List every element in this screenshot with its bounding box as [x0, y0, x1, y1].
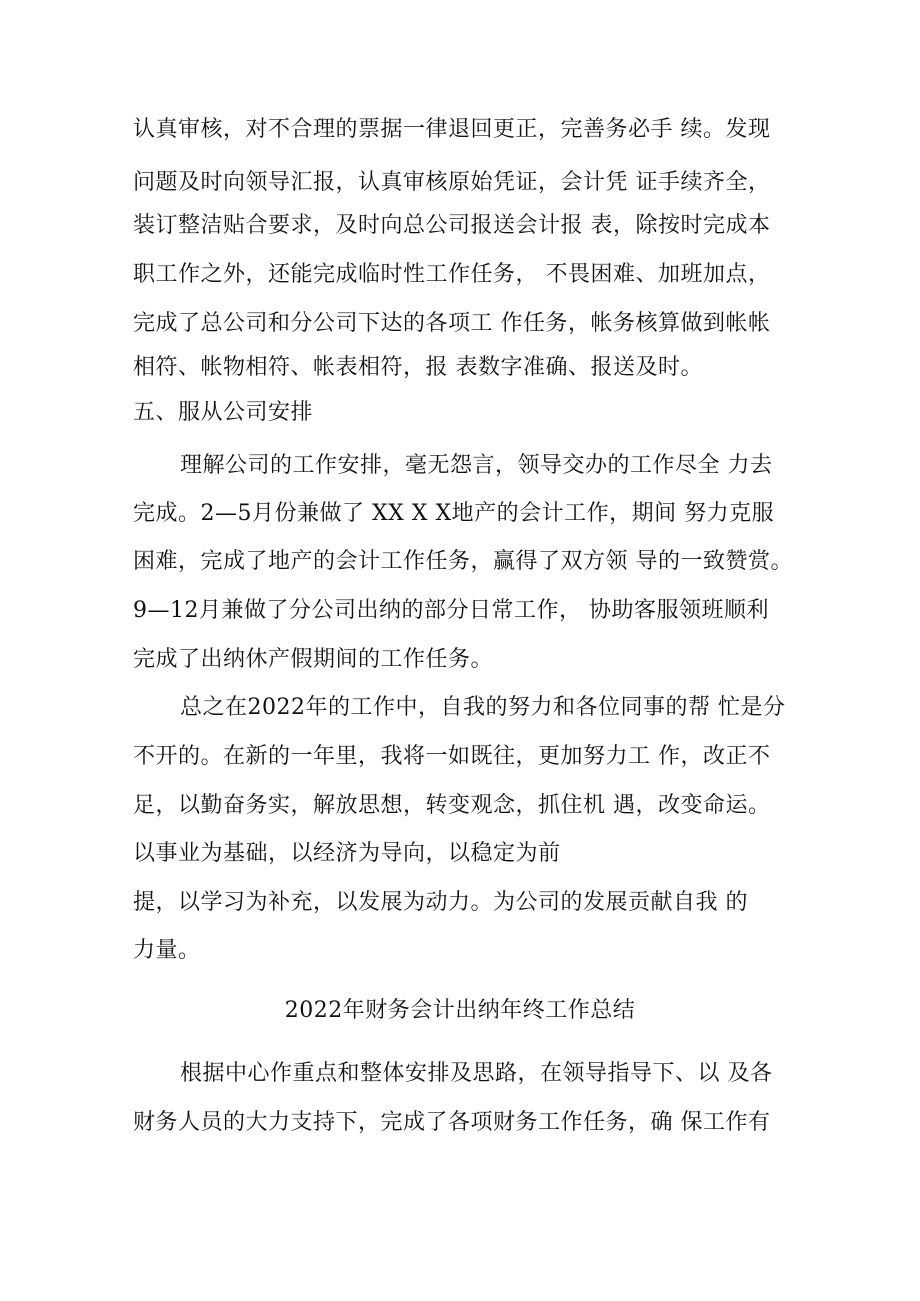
paragraph-line: 完成了总公司和分公司下达的各项工 作任务，帐务核算做到帐帐	[133, 311, 771, 336]
paragraph-line: 完成了出纳休产假期间的工作任务。	[133, 647, 494, 672]
paragraph-line: 根据中心作重点和整体安排及思路，在领导指导下、以 及各	[180, 1061, 773, 1086]
paragraph-line: 装订整洁贴合要求，及时向总公司报送会计报 表，除按时完成本	[133, 213, 771, 238]
paragraph-line: 财务人员的大力支持下，完成了各项财务工作任务，确 保工作有	[133, 1110, 771, 1135]
paragraph-line: 困难，完成了地产的会计工作任务，赢得了双方领 导的一致赞赏。	[133, 549, 793, 574]
paragraph-line: 问题及时向领导汇报，认真审核原始凭证，会计凭 证手续齐全，	[133, 170, 771, 195]
paragraph-line: 总之在2022年的工作中，自我的努力和各位同事的帮 忙是分	[180, 695, 786, 720]
paragraph-line: 以事业为基础，以经济为导向，以稳定为前	[133, 841, 561, 866]
paragraph-line: 提，以学习为补充，以发展为动力。为公司的发展贡献自我 的	[133, 890, 748, 915]
paragraph-line: 相符、帐物相符、帐表相符，报 表数字准确、报送及时。	[133, 355, 703, 380]
paragraph-line: 力量。	[133, 938, 201, 963]
paragraph-line: 职工作之外，还能完成临时性工作任务， 不畏困难、加班加点，	[133, 262, 771, 287]
paragraph-line: 足，以勤奋务实，解放思想，转变观念，抓住机 遇，改变命运。	[133, 793, 771, 818]
paragraph-line: 理解公司的工作安排，毫无怨言，领导交办的工作尽全 力去	[180, 453, 773, 478]
paragraph-line: 不开的。在新的一年里，我将一如既往，更加努力工 作，改正不	[133, 744, 771, 769]
document-title: 2022年财务会计出纳年终工作总结	[284, 998, 636, 1023]
paragraph-line: 认真审核，对不合理的票据一律退回更正，完善务必手 续。发现	[133, 117, 771, 142]
section-heading: 五、服从公司安排	[133, 400, 314, 425]
paragraph-line: 9—12月兼做了分公司出纳的部分日常工作， 协助客服领班顺利	[133, 598, 769, 623]
paragraph-line: 完成。2—5月份兼做了 XX X X地产的会计工作，期间 努力克服	[133, 501, 775, 526]
